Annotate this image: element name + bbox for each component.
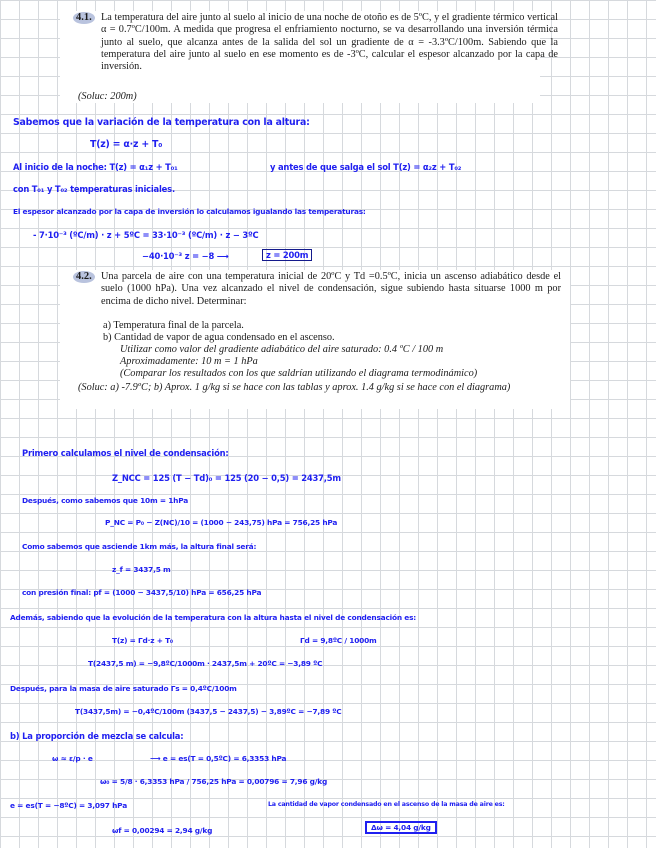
note-formula: T(z) = α·z + T₀ [90,139,163,150]
note-formula: e = es(T = −8ºC) = 3,097 hPa [10,801,127,810]
answer-box: Δω = 4,04 g/kg [365,821,437,834]
problem-note: Utilizar como valor del gradiente adiabático del aire saturado: 0.4 ºC / 100 m [120,344,444,355]
answer-box: z = 200m [262,249,312,261]
note-formula: Z_NCC = 125 (T − Td)₀ = 125 (20 − 0,5) = 2437,5m [112,473,341,483]
note-line: Después, como sabemos que 10m = 1hPa [22,496,189,505]
problem-item: a) Temperatura final de la parcela. [103,320,244,331]
note-line: Al inicio de la noche: T(z) = α₁z + T₀₁ [13,162,178,172]
note-line: Después, para la masa de aire saturado Γs = 0,4ºC/100m [10,684,237,693]
note-line: Sabemos que la variación de la temperatura con la altura: [13,117,310,128]
problem-number: 4.1. [73,12,95,24]
problem-4-2 [60,270,570,409]
problem-solution: (Soluc: 200m) [78,91,137,102]
note-line: La cantidad de vapor condensado en el ascenso de la masa de aire es: [268,801,505,808]
problem-4-1 [60,11,558,103]
note-line: y antes de que salga el sol T(z) = α₂z + T₀₂ [270,162,462,172]
problem-note: (Comparar los resultados con los que saldrían utilizando el diagrama termodinámico) [120,368,478,379]
note-equation: - 7·10⁻³ (ºC/m) · z + 5ºC = 33·10⁻³ (ºC/m) · z − 3ºC [33,230,259,240]
note-line: b) La proporción de mezcla se calcula: [10,731,184,741]
note-equation: ω₀ = 5/8 · 6,3353 hPa / 756,25 hPa = 0,00796 = 7,96 g/kg [100,777,328,786]
note-formula: ω ≈ ε/p · e [52,754,93,763]
note-formula: Γd = 9,8ºC / 1000m [300,636,377,645]
note-formula: P_NC = P₀ − Z(NC)/10 = (1000 − 243,75) hPa = 756,25 hPa [105,518,338,527]
problem-number: 4.2. [73,271,95,283]
note-formula: T(z) = Γd·z + T₀ [112,636,173,645]
note-line: Además, sabiendo que la evolución de la temperatura con la altura hasta el nivel de condensación es: [10,613,417,622]
note-equation: T(3437,5m) = −0,4ºC/100m (3437,5 − 2437,5) − 3,89ºC = −7,89 ºC [75,707,342,716]
problem-item: b) Cantidad de vapor de agua condensado en el ascenso. [103,332,335,343]
note-line: con T₀₁ y T₀₂ temperaturas iniciales. [13,184,175,194]
problem-statement: La temperatura del aire junto al suelo al inicio de una noche de otoño es de 5ºC, y el gradiente térmico vertical α = 0.7ºC/100m. A medida que progresa el enfriamiento nocturno, se va desarrollando una inversión térmica junto al suelo, que alcanza antes de la salida del sol un gradiente de α = -3.3ºC/100m. Sabiendo que la temperatura del aire junto al suelo en ese momento es de -3ºC, calcular el espesor alcanzado por la capa de inversión. [101,12,558,73]
note-equation: −40·10⁻³ z = −8 ⟶ [142,251,229,261]
note-line: Como sabemos que asciende 1km más, la altura final será: [22,542,257,551]
note-formula: z_f = 3437,5 m [112,565,171,574]
note-line: Primero calculamos el nivel de condensación: [22,448,229,458]
problem-statement: Una parcela de aire con una temperatura inicial de 20ºC y Td =0.5ºC, inicia un ascenso adiabático desde el suelo (1000 hPa). Una vez alcanzado el nivel de condensación, sigue subiendo hasta situarse 1000 m por encima de dicho nivel. Determinar: [101,271,561,307]
note-formula: ωf = 0,00294 = 2,94 g/kg [112,826,213,835]
note-equation: T(2437,5 m) = −9,8ºC/1000m · 2437,5m + 20ºC = −3,89 ºC [88,659,323,668]
problem-note: Aproximadamente: 10 m = 1 hPa [120,356,258,367]
problem-solution: (Soluc: a) -7.9ºC; b) Aprox. 1 g/kg si se hace con las tablas y aprox. 1.4 g/kg si se hace con el diagrama) [78,382,511,393]
note-line: con presión final: pf = (1000 − 3437,5/10) hPa = 656,25 hPa [22,588,262,597]
note-formula: ⟶ e = es(T = 0,5ºC) = 6,3353 hPa [150,754,287,763]
note-line: El espesor alcanzado por la capa de inversión lo calculamos igualando las temperaturas: [13,207,366,216]
